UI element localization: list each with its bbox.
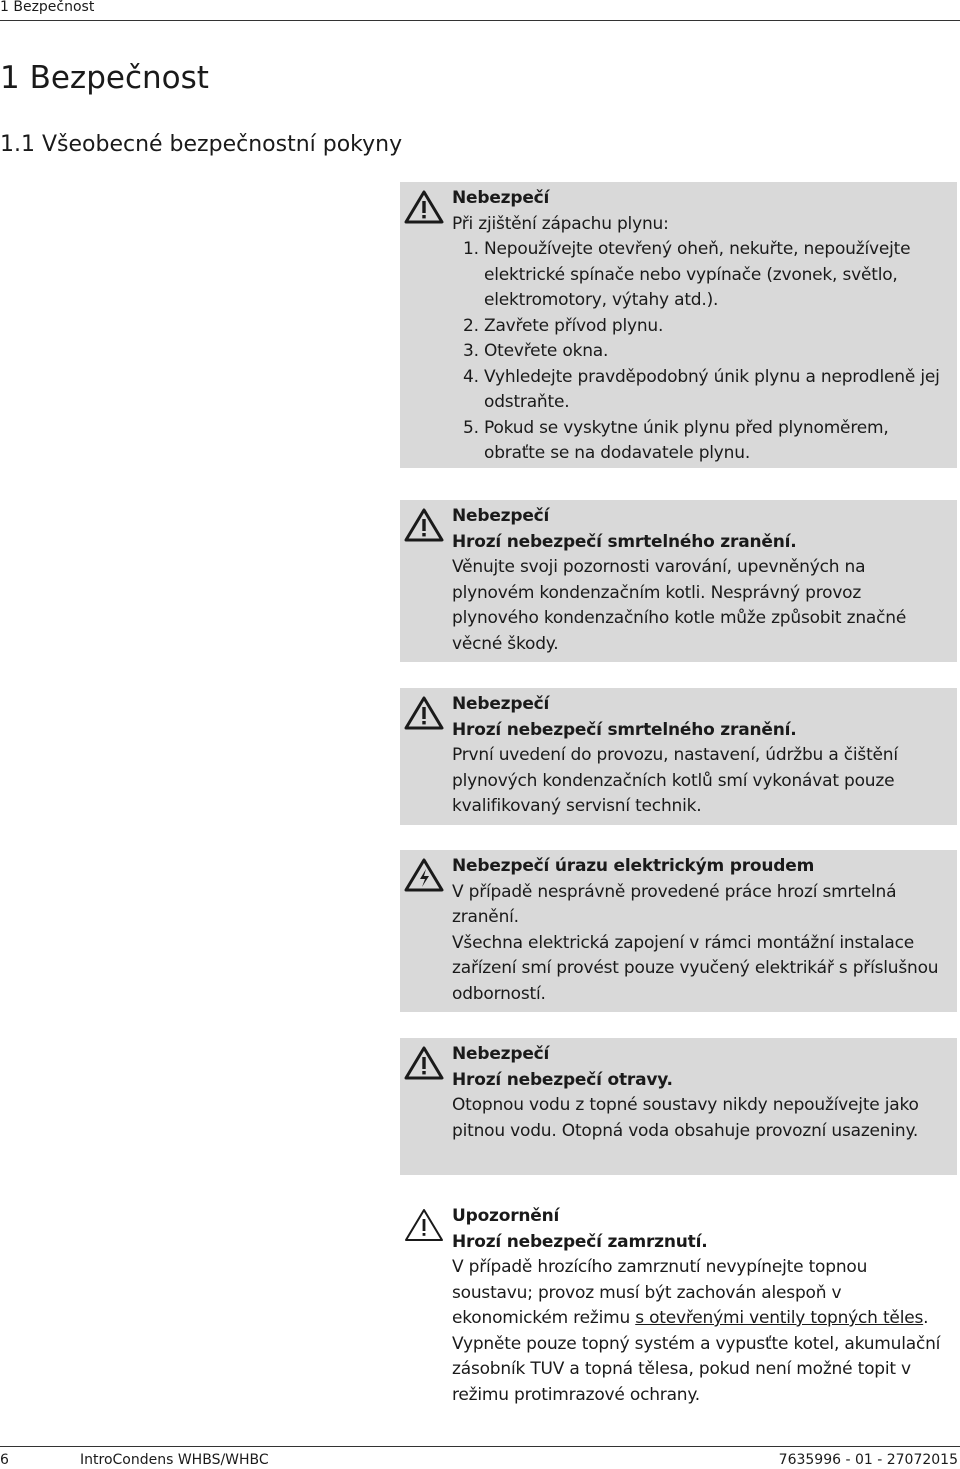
danger-notice-qualified-technician [400, 688, 957, 825]
notice-text: Věnujte svoji pozornosti varování, upevněných na plynovém kondenzačním kotli. Nesprávný provoz plynového kondenzačního kotle může způsobit značné věcné škody. [452, 557, 907, 654]
caution-notice-freezing [400, 1200, 957, 1412]
notice-title: Nebezpečí [452, 188, 550, 208]
text-part: . Vypněte pouze topný systém a vypusťte kotel, akumulační zásobník TUV a topná tělesa, pokud není možné topit v režimu protimrazové ochrany. [452, 1308, 941, 1405]
danger-notice-injury-warnings [400, 500, 957, 662]
footer-product-name: IntroCondens WHBS/WHBC [80, 1452, 269, 1468]
danger-notice-electric-shock [400, 850, 957, 1012]
notice-title: Nebezpečí úrazu elektrickým proudem [452, 856, 815, 876]
list-item: 1. Nepoužívejte otevřený oheň, nekuřte, nepoužívejte elektrické spínače nebo vypínače (zvonek, světlo, elektromotory, výtahy atd.). [484, 237, 951, 314]
footer-doc-number: 7635996 - 01 - 27072015 [778, 1452, 958, 1468]
text-part: V případě hrozícího zamrznutí nevypínejte topnou soustavu; provoz musí být zachován alespoň v ekonomickém režimu [452, 1257, 868, 1328]
warning-triangle-icon [404, 190, 444, 224]
notice-subtitle: Hrozí nebezpečí zamrznutí. [452, 1231, 708, 1252]
header-rule [0, 20, 960, 21]
caution-triangle-icon [404, 1208, 444, 1242]
notice-text [452, 1255, 951, 1408]
danger-notice-gas-smell [400, 182, 957, 468]
electric-hazard-icon [404, 858, 444, 892]
warning-triangle-icon [404, 1046, 444, 1080]
section-title: 1 Bezpečnost [0, 60, 209, 96]
list-item: 3. Otevřete okna. [484, 339, 951, 365]
notice-text-2: Všechna elektrická zapojení v rámci montážní instalace zařízení smí provést pouze vyučený elektrikář s příslušnou odborností. [452, 932, 939, 1004]
warning-triangle-icon [404, 508, 444, 542]
footer-rule [0, 1446, 960, 1447]
running-header: 1 Bezpečnost [0, 0, 95, 15]
notice-subtitle: Hrozí nebezpečí smrtelného zranění. [452, 531, 797, 552]
footer-page-number: 6 [0, 1452, 9, 1468]
notice-text: První uvedení do provozu, nastavení, údržbu a čištění plynových kondenzačních kotlů smí vykonávat pouze kvalifikovaný servisní technik. [452, 745, 898, 816]
warning-triangle-icon [404, 696, 444, 730]
danger-notice-poisoning [400, 1038, 957, 1175]
list-item: 2. Zavřete přívod plynu. [484, 314, 951, 340]
notice-title: Upozornění [452, 1206, 560, 1226]
notice-text: Otopnou vodu z topné soustavy nikdy nepoužívejte jako pitnou vodu. Otopná voda obsahuje provozní usazeniny. [452, 1095, 919, 1141]
subsection-title: 1.1 Všeobecné bezpečnostní pokyny [0, 132, 403, 157]
notice-title: Nebezpečí [452, 506, 550, 526]
notice-steps [452, 237, 951, 467]
list-item: 5. Pokud se vyskytne únik plynu před plynoměrem, obraťte se na dodavatele plynu. [484, 416, 951, 467]
emphasis-underlined: s otevřenými ventily topných těles [635, 1308, 924, 1328]
notice-subtitle: Hrozí nebezpečí otravy. [452, 1069, 673, 1090]
notice-subtitle: Hrozí nebezpečí smrtelného zranění. [452, 719, 797, 740]
notice-intro: Při zjištění zápachu plynu: [452, 213, 669, 234]
notice-text: V případě nesprávně provedené práce hrozí smrtelná zranění. [452, 881, 897, 927]
list-item: 4. Vyhledejte pravděpodobný únik plynu a neprodleně jej odstraňte. [484, 365, 951, 416]
notice-title: Nebezpečí [452, 1044, 550, 1064]
notice-title: Nebezpečí [452, 694, 550, 714]
